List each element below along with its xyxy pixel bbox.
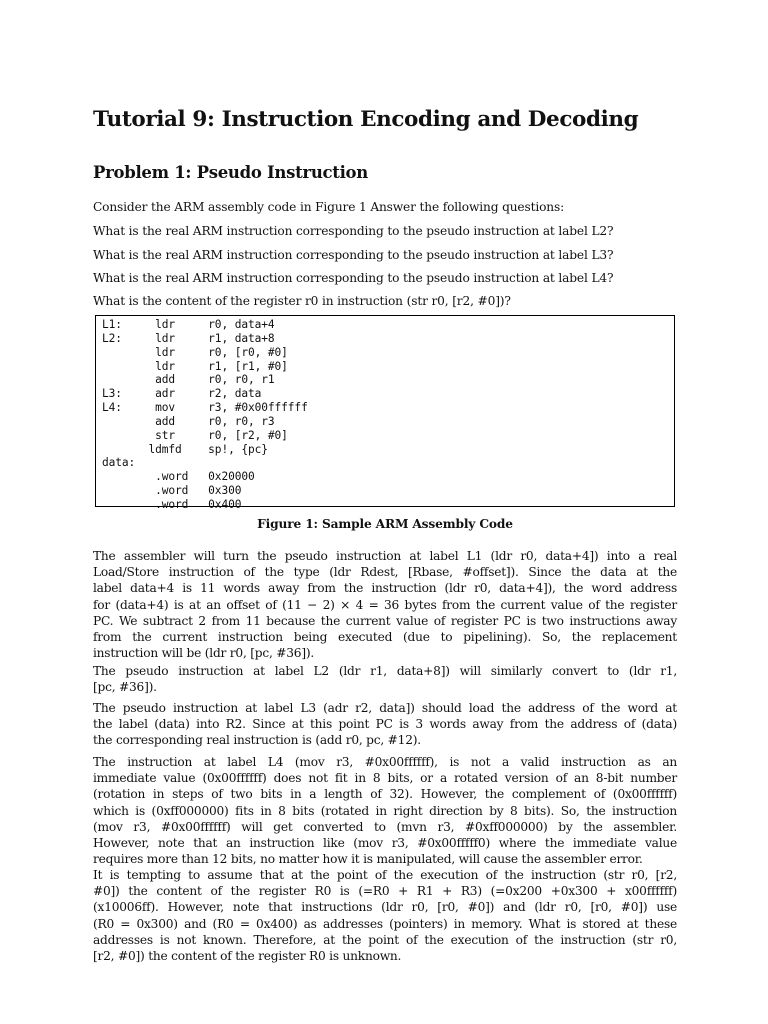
paragraph-line: (x10006ff). However, note that instructions (ldr r0, [r0, #0]) and (ldr r0, [r0, #0]) use [93,900,677,915]
paragraph-line: for (data+4) is at an offset of (11 − 2) × 4 = 36 bytes from the current value of the register [93,597,677,612]
paragraph-line: (R0 = 0x300) and (R0 = 0x400) as addresses (pointers) in memory. What is stored at these [93,916,677,931]
paragraph-line: It is tempting to assume that at the point of the execution of the instruction (str r0, [r2, [93,868,677,882]
code-listing [102,318,308,512]
paragraph-line: However, note that an instruction like (mov r3, #0x00fffff0) where the immediate value [93,836,677,851]
question-l3: What is the real ARM instruction corresponding to the pseudo instruction at label L3? [93,248,614,262]
question-l4: What is the real ARM instruction corresponding to the pseudo instruction at label L4? [93,271,614,285]
paragraph-line: addresses is not known. Therefore, at the point of the execution of the instruction (str r0, [93,932,677,947]
code-line: str r0, [r2, #0] [102,428,288,442]
paragraph-l2-explanation [93,663,677,695]
code-line: data: [102,456,136,470]
paragraph-line: PC. We subtract 2 from 11 because the current value of register PC is two instructions away [93,613,677,628]
code-line: add r0, r0, r1 [102,373,275,387]
code-line: .word 0x400 [102,497,242,511]
code-line: L2: ldr r1, data+8 [102,331,275,345]
code-line: .word 0x300 [102,484,242,498]
question-r0-content: What is the content of the register r0 in instruction (str r0, [r2, #0])? [93,294,511,308]
paragraph-line: Load/Store instruction of the type (ldr Rdest, [Rbase, #offset]). Since the data at the [93,565,677,580]
code-line: L3: adr r2, data [102,387,262,401]
paragraph-line: [pc, #36]). [93,680,157,695]
problem-heading: Problem 1: Pseudo Instruction [93,163,368,182]
code-line: L4: mov r3, #0x00ffffff [102,401,308,415]
document-page [93,0,677,1024]
code-line: L1: ldr r0, data+4 [102,318,275,331]
paragraph-line: the corresponding real instruction is (add r0, pc, #12). [93,733,421,748]
paragraph-l3-explanation [93,700,677,749]
intro-line: Consider the ARM assembly code in Figure 1 Answer the following questions: [93,200,565,214]
code-line: .word 0x20000 [102,470,255,484]
paragraph-line: immediate value (0x00ffffff) does not fit in 8 bits, or a rotated version of an 8-bit number [93,771,677,786]
paragraph-l1-explanation [93,548,677,661]
code-line: ldmfd sp!, {pc} [102,442,268,456]
paragraph-line: The assembler will turn the pseudo instruction at label L1 (ldr r0, data+4]) into a real [93,549,677,563]
paragraph-line: The pseudo instruction at label L2 (ldr r1, data+8]) will similarly convert to (ldr r1, [93,664,677,678]
paragraph-line: which is (0xff000000) fits in 8 bits (rotated in right direction by 8 bits). So, the instruction [93,803,677,818]
question-l2: What is the real ARM instruction corresponding to the pseudo instruction at label L2? [93,224,614,238]
figure-caption: Figure 1: Sample ARM Assembly Code [257,517,513,531]
paragraph-line: from the current instruction being executed (due to pipelining). So, the replacement [93,630,677,645]
paragraph-r0-explanation [93,867,677,964]
paragraph-line: [r2, #0]) the content of the register R0 is unknown. [93,949,402,964]
code-line: ldr r1, [r1, #0] [102,359,288,373]
page-title: Tutorial 9: Instruction Encoding and Decoding [93,107,639,132]
code-listing-box [95,315,675,511]
paragraph-line: requires more than 12 bits, no matter how it is manipulated, will cause the assembler error. [93,852,643,867]
code-line: ldr r0, [r0, #0] [102,345,288,359]
code-line: add r0, r0, r3 [102,414,275,428]
paragraph-line: The pseudo instruction at label L3 (adr r2, data]) should load the address of the word at [93,701,677,715]
paragraph-line: label data+4 is 11 words away from the instruction (ldr r0, data+4]), the word address [93,581,677,596]
paragraph-l4-explanation [93,754,677,867]
paragraph-line: (mov r3, #0x00ffffff) will get converted to (mvn r3, #0xff000000) by the assembler. [93,819,677,834]
paragraph-line: (rotation in steps of two bits in a length of 32). However, the complement of (0x00ffffff) [93,787,677,802]
paragraph-line: instruction will be (ldr r0, [pc, #36]). [93,646,315,661]
paragraph-line: The instruction at label L4 (mov r3, #0x00ffffff), is not a valid instruction as an [93,755,677,769]
paragraph-line: #0]) the content of the register R0 is (=R0 + R1 + R3) (=0x200 +0x300 + x00ffffff) [93,884,677,899]
paragraph-line: the label (data) into R2. Since at this point PC is 3 words away from the address of (data) [93,717,677,732]
